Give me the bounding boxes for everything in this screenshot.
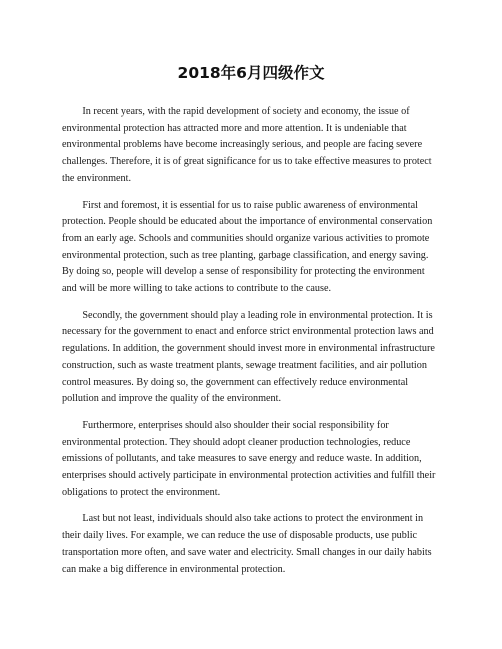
paragraph-5: Last but not least, individuals should also take actions to protect the environment in their daily lives. For example, we can reduce the use of disposable products, use public transportation more often, and save water and electricity. Small changes in our daily habits can make a big difference in environmental protection. [62,513,432,575]
paragraph-2: First and foremost, it is essential for us to raise public awareness of environmental protection. People should be educated about the importance of environmental conservation from an early age. Schools and communities should organize various activities to promote environmental protection, such as tree planting, garbage classification, and energy saving. By doing so, people will develop a sense of responsibility for protecting the environment and will be more willing to take actions to contribute to the cause. [62,199,433,295]
paragraph-4: Furthermore, enterprises should also shoulder their social responsibility for environmental protection. They should adopt cleaner production technologies, reduce emissions of pollutants, and take measures to save energy and reduce waste. In addition, enterprises should actively participate in environmental protection activities and fulfill their obligations to protect the environment. [62,419,436,498]
paragraph-3: Secondly, the government should play a leading role in environmental protection. It is necessary for the government to enact and enforce strict environmental protection laws and regulations. In addition, the government should invest more in environmental infrastructure construction, such as waste treatment plants, sewage treatment facilities, and air pollution control measures. By doing so, the government can effectively reduce environmental pollution and improve the quality of the environment. [62,309,435,405]
paragraph-1: In recent years, with the rapid development of society and economy, the issue of environmental protection has attracted more and more attention. It is undeniable that environmental problems have become increasingly serious, and people are facing severe challenges. Therefore, it is of great significance for us to take effective measures to protect the environment. [62,106,432,184]
document-title: 2018年6月四级作文 [177,64,325,82]
